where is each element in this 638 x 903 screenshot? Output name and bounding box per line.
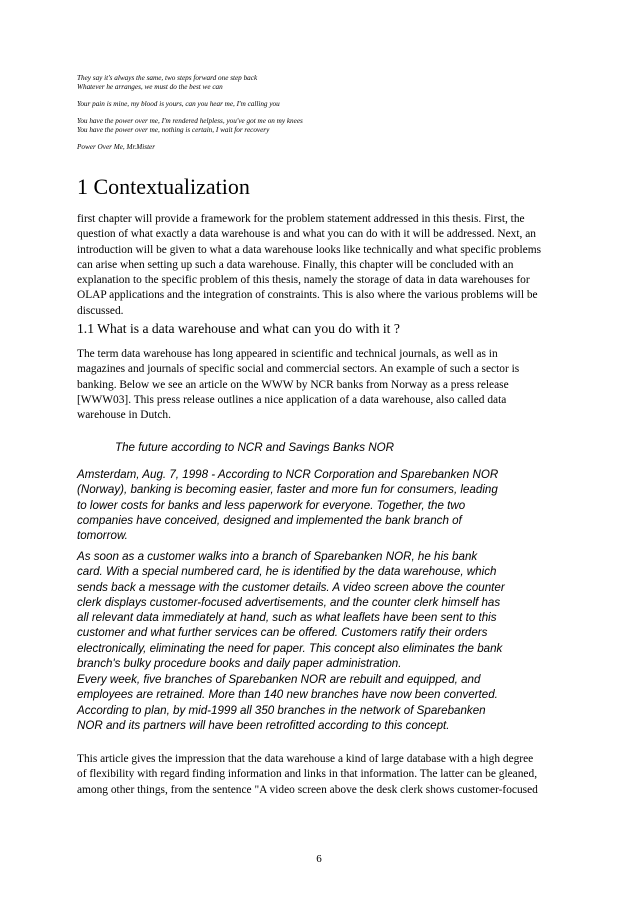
text-line: first chapter will provide a framework for the problem statement addressed in this thesis. First, the (77, 213, 525, 225)
text-line: magazines and journals of specific social and commercial sectors. An example of such a sector is (77, 363, 520, 376)
chapter-title: 1 Contextualization (77, 174, 250, 199)
article-line: NOR and its partners will have been retrofitted according to this concept. (77, 718, 450, 732)
conclusion-paragraph (77, 752, 538, 798)
epigraph-line: You have the power over me, I'm rendered helpless, you've got me on my knees (77, 117, 303, 125)
article-line: According to plan, by mid-1999 all 350 branches in the network of Sparebanken (77, 703, 486, 717)
text-line: can arise when setting up such a data warehouse. Finally, this chapter will be concluded with an (77, 258, 514, 271)
section-title: 1.1 What is a data warehouse and what can you do with it ? (77, 321, 400, 336)
epigraph-line: Power Over Me, Mr.Mister (77, 143, 156, 151)
text-line: This article gives the impression that the data warehouse a kind of large database with a high degree (77, 753, 534, 765)
article-line: card. With a special numbered card, he is identified by the data warehouse, which (77, 565, 497, 579)
article-line: customer and what further services can be offered. Customers ratify their orders (77, 626, 488, 640)
article-line: tomorrow. (77, 529, 128, 543)
text-line: [WWW03]. This press release outlines a nice application of a data warehouse, also called data (77, 393, 507, 406)
epigraph-line: You have the power over me, nothing is certain, I wait for recovery (77, 126, 270, 134)
text-line: of flexibility with regard finding information and links in that information. The latter can be gleaned, (77, 768, 538, 781)
section-paragraph (77, 347, 519, 423)
article-line: branch's bulky procedure books and daily paper administration. (77, 657, 402, 671)
page-number: 6 (316, 853, 322, 865)
article-title (115, 440, 394, 455)
article-line: Amsterdam, Aug. 7, 1998 - According to NCR Corporation and Sparebanken NOR (77, 468, 499, 481)
epigraph-line: Whatever he arranges, we must do the best we can (77, 83, 223, 91)
article-line: all relevant data immediately at hand, such as what leaflets have been sent to this (77, 611, 497, 625)
article-line: to lower costs for banks and less paperwork for everyone. Together, the two (77, 498, 466, 512)
article-line: (Norway), banking is becoming easier, faster and more fun for consumers, leading (77, 483, 498, 497)
article-paragraph (77, 549, 505, 671)
epigraph-line: Your pain is mine, my blood is yours, can you hear me, I'm calling you (77, 100, 280, 108)
text-line: warehouse in Dutch. (77, 409, 171, 422)
article-line: electronically, eliminating the need for paper. This concept also eliminates the bank (77, 641, 503, 655)
text-line: The term data warehouse has long appeared in scientific and technical journals, as well as in (77, 348, 498, 360)
article-line: companies have conceived, designed and implemented the bank branch of (77, 513, 462, 527)
article-paragraph (77, 672, 498, 733)
text-line: question of what exactly a data warehouse is and what you can do with it will be addressed. Next, an (77, 228, 536, 241)
text-line: introduction will be given to what a data warehouse looks like technically and what specific problems (77, 243, 542, 256)
epigraph-stanza (77, 117, 557, 135)
article-line: Every week, five branches of Sparebanken NOR are rebuilt and equipped, and (77, 673, 481, 686)
article-title-text: The future according to NCR and Savings Banks NOR (115, 441, 395, 454)
intro-paragraph (77, 212, 541, 319)
text-line: among other things, from the sentence "A video screen above the desk clerk shows customer-focused (77, 783, 538, 796)
article-line: clerk displays customer-focused advertisements, and the counter clerk himself has (77, 595, 501, 609)
text-line: OLAP applications and the integration of constraints. This is also where the various problems will be (77, 289, 538, 302)
article-paragraph (77, 467, 498, 543)
text-line: explanation to the specific problem of this thesis, namely the storage of data in data warehouses for (77, 274, 530, 287)
epigraph-stanza (77, 74, 557, 92)
epigraph-attribution (77, 143, 557, 152)
article-line: employees are retrained. More than 140 new branches have now been converted. (77, 688, 498, 702)
article-line: As soon as a customer walks into a branch of Sparebanken NOR, he his bank (77, 550, 478, 563)
epigraph-line: They say it's always the same, two steps forward one step back (77, 74, 258, 82)
text-line: discussed. (77, 304, 124, 317)
article-line: sends back a message with the customer details. A video screen above the counter (77, 580, 505, 594)
text-line: banking. Below we see an article on the WWW by NCR banks from Norway as a press release (77, 378, 509, 391)
epigraph-stanza (77, 100, 557, 109)
epigraph (77, 74, 557, 160)
